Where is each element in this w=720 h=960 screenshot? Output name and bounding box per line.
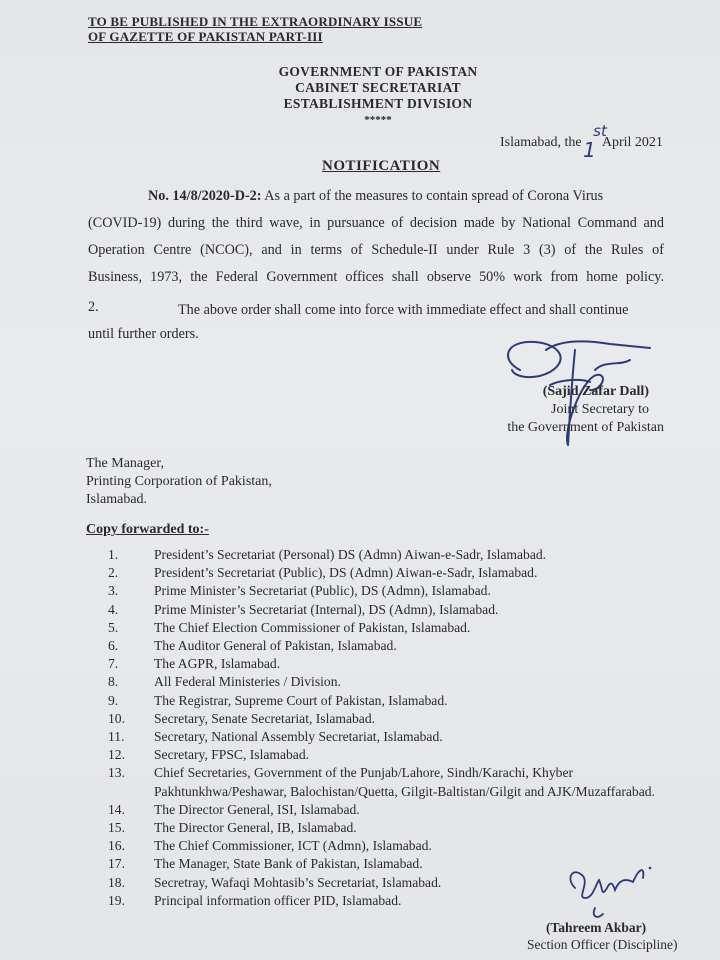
copy-item-text: The Manager, State Bank of Pakistan, Islamabad. (154, 856, 423, 872)
copy-item-number: 2. (108, 565, 119, 581)
copy-item-text: The Chief Election Commissioner of Pakistan, Islamabad. (154, 619, 471, 635)
dateline-day: 1 (583, 138, 596, 162)
notification-title: NOTIFICATION (322, 158, 441, 174)
copy-item-number: 1. (108, 547, 119, 562)
para1-line-1: As a part of the measures to contain spread of Corona Virus (264, 188, 604, 204)
dateline-month-year: April 2021 (601, 135, 663, 150)
header-stars: ***** (364, 114, 392, 126)
addressee-line-1: The Manager, (86, 456, 164, 471)
copy-item-text: Chief Secretaries, Government of the Punjab/Lahore, Sindh/Karachi, Khyber (154, 765, 574, 781)
copy-item-text: The Director General, ISI, Islamabad. (154, 801, 360, 817)
copy-item-number: 5. (108, 619, 119, 635)
copy-item-number: 3. (108, 583, 119, 599)
copy-item-text: Secretary, Senate Secretariat, Islamabad. (154, 710, 376, 726)
copy-item-text: Principal information officer PID, Islamabad. (154, 892, 402, 908)
copy-item-text: Secretary, FPSC, Islamabad. (154, 747, 310, 763)
dateline-suffix: st (593, 122, 607, 140)
copy-item-number: 19. (108, 892, 125, 908)
addressee-line-2: Printing Corporation of Pakistan, (86, 474, 272, 489)
copy-item-text: President’s Secretariat (Public), DS (Admn) Aiwan-e-Sadr, Islamabad. (154, 565, 538, 581)
copy-item-text: Prime Minister’s Secretariat (Public), DS (Admn), Islamabad. (154, 583, 491, 599)
org-cabinet-secretariat: CABINET SECRETARIAT (295, 80, 461, 95)
copy-item-text: All Federal Ministeries / Division. (154, 674, 341, 690)
copy-item-number: 8. (108, 674, 119, 690)
addressee-line-3: Islamabad. (86, 492, 148, 507)
gazette-line-2: OF GAZETTE OF PAKISTAN PART-III (88, 29, 323, 44)
copy-item-text: President’s Secretariat (Personal) DS (Admn) Aiwan-e-Sadr, Islamabad. (154, 547, 547, 562)
copy-item-number: 18. (108, 874, 125, 890)
notification-para1-first (148, 188, 603, 205)
copy-item-text: The AGPR, Islamabad. (154, 656, 281, 672)
copy-forwarded-heading: Copy forwarded to:- (86, 522, 209, 537)
signature-section-officer (555, 858, 665, 928)
para2-number: 2. (88, 299, 99, 315)
copy-item-text: Secretray, Wafaqi Mohtasib’s Secretariat, Islamabad. (154, 874, 442, 890)
org-establishment-division: ESTABLISHMENT DIVISION (283, 96, 473, 111)
notification-number: No. 14/8/2020-D-2: (148, 188, 262, 204)
section-officer-name: (Tahreem Akbar) (546, 920, 647, 935)
copy-item-text: The Chief Commissioner, ICT (Admn), Islamabad. (154, 838, 432, 854)
signatory-designation-1: Joint Secretary to (551, 402, 649, 417)
copy-item-number: 9. (108, 692, 119, 708)
copy-item-number: 10. (108, 710, 125, 726)
dateline (500, 122, 663, 162)
copy-item-number: 16. (108, 838, 125, 854)
copy-item-number: 14. (108, 801, 125, 817)
copy-item-number: 13. (108, 765, 125, 781)
gazette-line-1: TO BE PUBLISHED IN THE EXTRAORDINARY ISSUE (88, 14, 423, 29)
signatory-designation-2: the Government of Pakistan (507, 420, 664, 435)
copy-item-text: Secretary, National Assembly Secretariat, Islamabad. (154, 729, 443, 744)
copy-item-number: 4. (108, 601, 119, 617)
copy-item-number: 17. (108, 856, 125, 872)
copy-item-text: The Auditor General of Pakistan, Islamabad. (154, 638, 397, 653)
para1-line-4: Business, 1973, the Federal Government offices shall observe 50% work from home policy. (88, 269, 664, 285)
para2-line-1: The above order shall come into force with immediate effect and shall continue (178, 302, 629, 318)
copy-item-number: 7. (108, 656, 119, 672)
copy-item-number: 11. (108, 729, 125, 744)
para1-line-3: Operation Centre (NCOC), and in terms of Schedule-II under Rule 3 (3) of the Rules of (88, 242, 664, 258)
para1-line-2: (COVID-19) during the third wave, in pursuance of decision made by National Command and (88, 215, 664, 231)
copy-item-number: 15. (108, 820, 125, 835)
copy-item-number: 6. (108, 638, 119, 653)
signatory-name: (Sajid Zafar Dall) (542, 384, 649, 399)
copy-item-number: 12. (108, 747, 125, 763)
copy-item-text: Prime Minister’s Secretariat (Internal), DS (Admn), Islamabad. (154, 601, 499, 617)
para2-line-2: until further orders. (88, 326, 199, 342)
copy-item-text: The Director General, IB, Islamabad. (154, 820, 357, 835)
section-officer-designation: Section Officer (Discipline) (527, 937, 678, 952)
copy-item-text: The Registrar, Supreme Court of Pakistan, Islamabad. (154, 692, 448, 708)
copy-item-text-continued: Pakhtunkhwa/Peshawar, Balochistan/Quetta, Gilgit-Baltistan/Gilgit and AJK/Muzaffarabad. (154, 783, 655, 799)
org-government: GOVERNMENT OF PAKISTAN (278, 64, 478, 79)
dateline-prefix: Islamabad, the (500, 135, 582, 150)
